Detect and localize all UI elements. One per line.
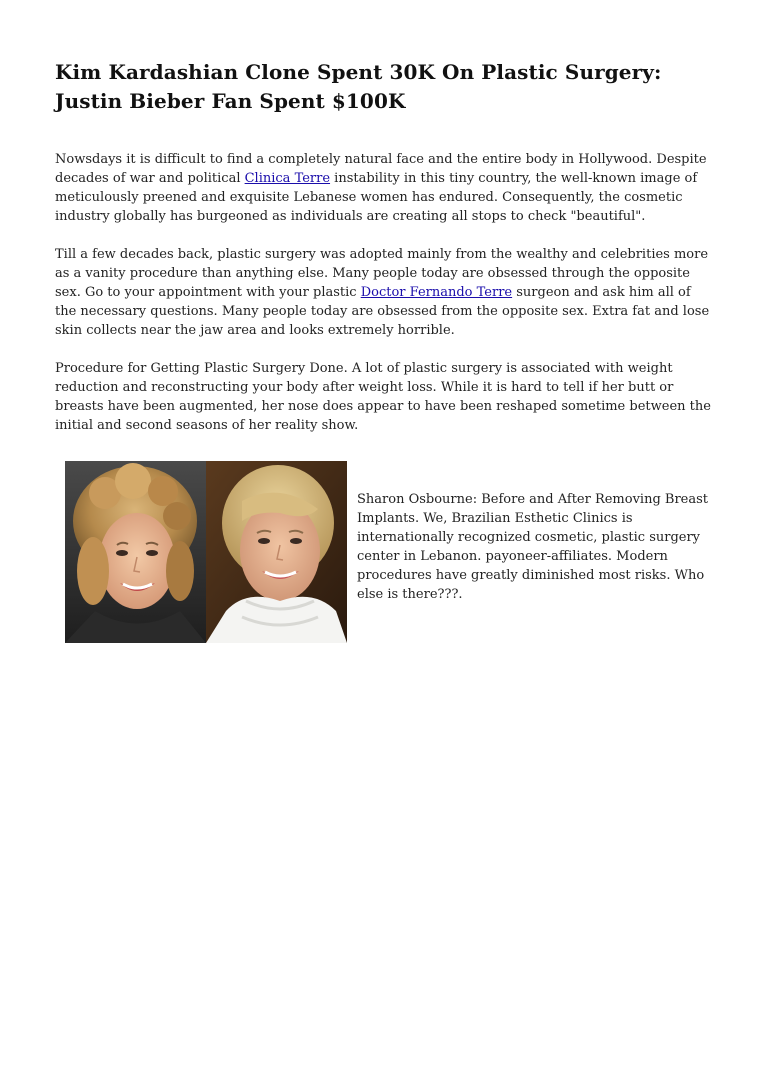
document-page	[55, 58, 715, 435]
paragraph-2	[55, 245, 715, 340]
paragraph-1-text-before: Nowsdays it is difficult to find a completely natural face and the entire body in Hollywood. Despite decades of war and political	[55, 152, 707, 186]
after-photo	[206, 461, 347, 643]
paragraph-1	[55, 150, 715, 226]
paragraph-2-text-before: Till a few decades back, plastic surgery was adopted mainly from the wealthy and celebrities more as a vanity procedure than anything else. Many people today are obsessed through the opposite sex. Go to your appointment with your plastic	[55, 247, 709, 300]
image-caption: Sharon Osbourne: Before and After Removing Breast Implants. We, Brazilian Esthetic Clinics is internationally recognized cosmetic, plastic surgery center in Lebanon. payoneer-affiliates. Modern procedures have greatly diminished most risks. Who else is there???.	[357, 492, 709, 602]
before-photo-illustration	[65, 461, 206, 643]
figure-row	[65, 461, 725, 643]
paragraph-3: Procedure for Getting Plastic Surgery Done. A lot of plastic surgery is associated with weight reduction and reconstructing your body after weight loss. While it is hard to tell if her butt or breasts have been augmented, her nose does appear to have been reshaped sometime between the initial and second seasons of her reality show.	[55, 361, 711, 433]
paragraph-2-text-after: surgeon and ask him all of the necessary questions. Many people today are obsessed from the opposite sex. Extra fat and lose skin collects near the jaw area and looks extremely horrible.	[55, 285, 710, 338]
doctor-fernando-terre-link[interactable]: Doctor Fernando Terre	[360, 285, 513, 300]
clinica-terre-link[interactable]: Clinica Terre	[244, 171, 331, 186]
after-photo-illustration	[206, 461, 347, 643]
paragraph-1-text-after: instability in this tiny country, the well-known image of meticulously preened and exquisite Lebanese women has endured. Consequently, the cosmetic industry globally has burgeoned as individuals are creating all stops to check "beautiful".	[55, 171, 698, 224]
article-title: Kim Kardashian Clone Spent 30K On Plastic Surgery: Justin Bieber Fan Spent $100K	[55, 60, 662, 113]
before-photo	[65, 461, 206, 643]
